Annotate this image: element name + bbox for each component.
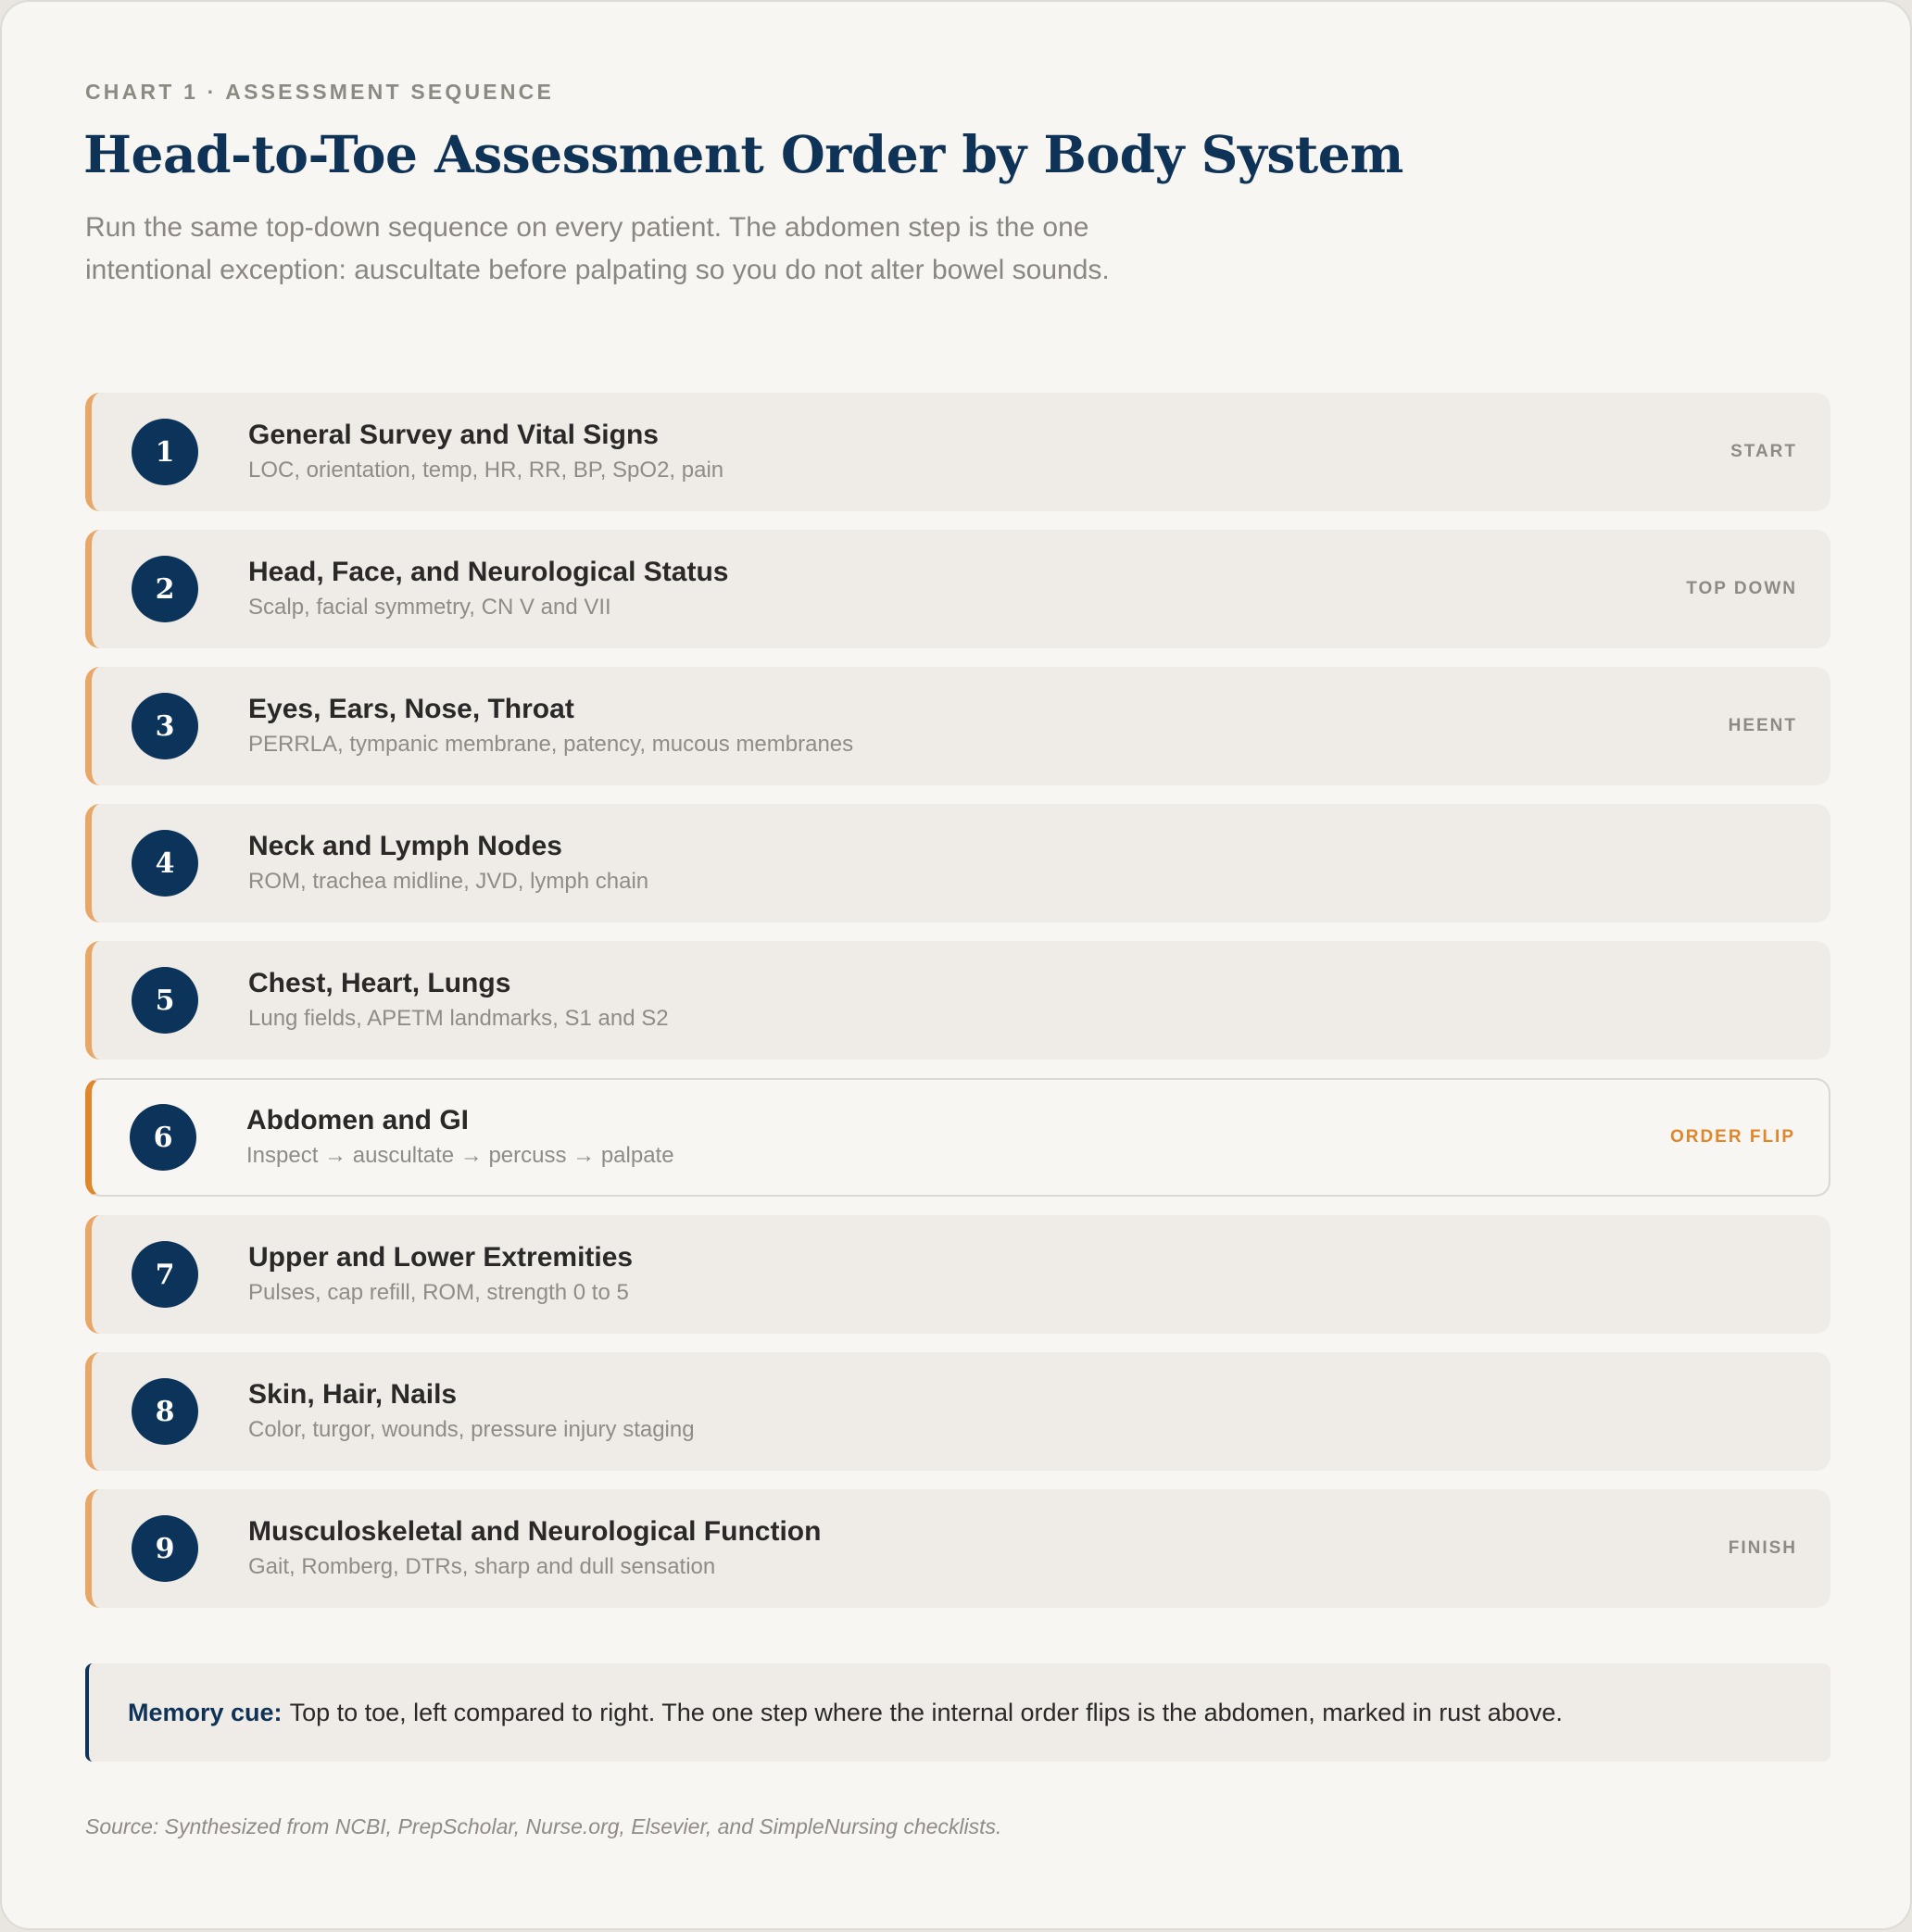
assessment-steps-list [85,393,1830,1626]
step-name: Head, Face, and Neurological Status [248,557,729,587]
chart-eyebrow: CHART 1 · ASSESSMENT SEQUENCE [85,80,555,104]
step-name: Chest, Heart, Lungs [248,968,511,998]
step-name: Neck and Lymph Nodes [248,831,562,861]
step-name: Musculoskeletal and Neurological Function [248,1516,822,1547]
step-tag: HEENT [1728,716,1797,735]
step-number-badge: 5 [132,967,198,1034]
step-detail: PERRLA, tympanic membrane, patency, mucous membranes [248,732,854,757]
step-skin-hair-nails [85,1352,1830,1471]
step-number-badge: 2 [132,556,198,622]
memory-cue-text: Top to toe, left compared to right. The one step where the internal order flips is the abdomen, marked in rust above. [289,1698,1563,1726]
step-detail: Color, turgor, wounds, pressure injury staging [248,1417,695,1442]
step-detail: ROM, trachea midline, JVD, lymph chain [248,869,649,894]
step-detail: LOC, orientation, temp, HR, RR, BP, SpO2, pain [248,458,724,483]
step-detail: Scalp, facial symmetry, CN V and VII [248,595,611,620]
step-tag-order-flip: ORDER FLIP [1669,1127,1795,1147]
source-note: Source: Synthesized from NCBI, PrepScholar, Nurse.org, Elsevier, and SimpleNursing checklists. [85,1814,1002,1838]
step-neck-lymph [85,804,1830,922]
step-name: Abdomen and GI [246,1105,469,1135]
step-number-badge: 3 [132,693,198,759]
step-name: Skin, Hair, Nails [248,1379,458,1410]
step-number-badge: 6 [130,1104,196,1171]
chart-title: Head-to-Toe Assessment Order by Body System [83,124,1403,184]
step-chest-heart-lungs [85,941,1830,1060]
step-general-survey [85,393,1830,511]
step-tag: TOP DOWN [1686,579,1797,598]
step-tag: FINISH [1728,1538,1797,1558]
step-detail: Lung fields, APETM landmarks, S1 and S2 [248,1006,669,1031]
step-name: Upper and Lower Extremities [248,1242,634,1273]
step-number-badge: 4 [132,830,198,897]
memory-cue-callout [85,1663,1830,1762]
step-extremities [85,1215,1830,1334]
step-tag: START [1730,442,1797,461]
step-detail: Inspect → auscultate → percuss → palpate [246,1143,674,1168]
step-detail: Gait, Romberg, DTRs, sharp and dull sensation [248,1554,716,1579]
step-name: General Survey and Vital Signs [248,420,659,450]
chart-subtitle: Run the same top-down sequence on every patient. The abdomen step is the one intentional exception: auscultate before palpating so you do not alter bowel sounds. [85,212,1110,285]
step-abdomen-gi-highlighted [85,1078,1830,1197]
step-heent [85,667,1830,785]
step-detail: Pulses, cap refill, ROM, strength 0 to 5 [248,1280,629,1305]
step-number-badge: 1 [132,419,198,485]
step-number-badge: 9 [132,1515,198,1582]
memory-cue-label: Memory cue: [128,1698,283,1726]
step-number-badge: 7 [132,1241,198,1308]
step-head-face-neuro [85,530,1830,648]
step-musculoskeletal-neuro [85,1489,1830,1608]
step-number-badge: 8 [132,1378,198,1445]
step-name: Eyes, Ears, Nose, Throat [248,694,574,724]
